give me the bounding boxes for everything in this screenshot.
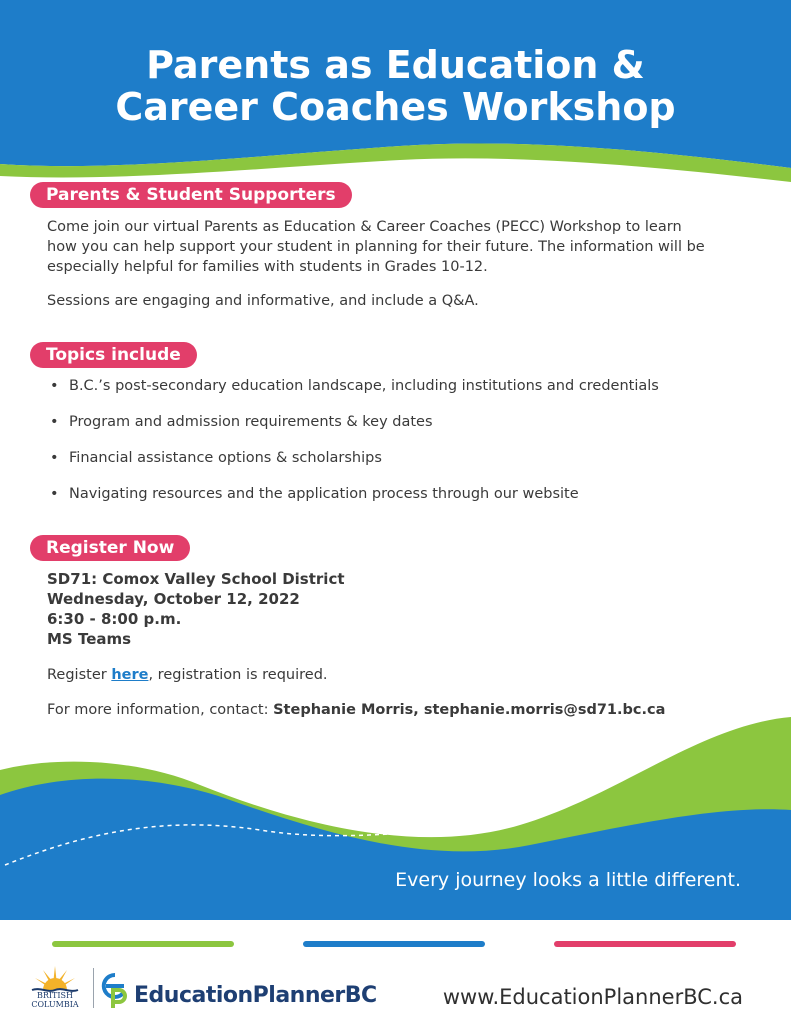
event-date: Wednesday, October 12, 2022 bbox=[47, 590, 300, 608]
list-item bbox=[47, 484, 747, 520]
sessions-paragraph: Sessions are engaging and informative, and include a Q&A. bbox=[47, 293, 479, 309]
register-heading: Register Now bbox=[30, 535, 190, 561]
bullet-icon: • bbox=[50, 450, 59, 466]
education-planner-logo-icon bbox=[99, 972, 131, 1010]
event-district: SD71: Comox Valley School District bbox=[47, 570, 345, 588]
intro-line-2: how you can help support your student in planning for their future. The information will be bbox=[47, 239, 705, 255]
list-item bbox=[47, 376, 747, 412]
register-suffix: , registration is required. bbox=[148, 667, 328, 683]
title-line-2: Career Coaches Workshop bbox=[115, 85, 676, 129]
contact-prefix: For more information, contact: bbox=[47, 702, 274, 718]
topic-text: Financial assistance options & scholarships bbox=[69, 450, 382, 466]
topics-heading: Topics include bbox=[30, 342, 197, 368]
bc-logo-line-1: BRITISH bbox=[36, 991, 73, 1000]
tagline: Every journey looks a little different. bbox=[395, 869, 741, 891]
website-url[interactable]: www.EducationPlannerBC.ca bbox=[442, 985, 743, 1009]
register-line bbox=[47, 665, 328, 685]
event-details bbox=[47, 569, 345, 649]
pink-divider-bar bbox=[554, 941, 736, 947]
bullet-icon: • bbox=[50, 378, 59, 394]
list-item bbox=[47, 412, 747, 448]
topic-text: Program and admission requirements & key dates bbox=[69, 414, 433, 430]
bullet-icon: • bbox=[50, 486, 59, 502]
intro-line-1: Come join our virtual Parents as Education & Career Coaches (PECC) Workshop to learn bbox=[47, 219, 682, 235]
bc-logo-line-2: COLUMBIA bbox=[31, 1000, 79, 1009]
event-platform: MS Teams bbox=[47, 630, 132, 648]
header-banner bbox=[0, 0, 791, 200]
logo-divider bbox=[93, 968, 94, 1008]
intro-line-3: especially helpful for families with students in Grades 10-12. bbox=[47, 259, 488, 275]
blue-divider-bar bbox=[303, 941, 485, 947]
list-item bbox=[47, 448, 747, 484]
register-prefix: Register bbox=[47, 667, 112, 683]
title-line-1: Parents as Education & bbox=[146, 43, 645, 87]
intro-paragraph bbox=[47, 217, 747, 277]
bc-logo-text bbox=[27, 991, 83, 1009]
topic-text: Navigating resources and the application process through our website bbox=[69, 486, 579, 502]
bullet-icon: • bbox=[50, 414, 59, 430]
page-title bbox=[0, 44, 791, 128]
green-divider-bar bbox=[52, 941, 234, 947]
topics-list bbox=[47, 376, 747, 520]
register-here-link[interactable]: here bbox=[111, 667, 149, 683]
contact-name: Stephanie Morris, stephanie.morris@sd71.bc.ca bbox=[273, 702, 666, 718]
brand-name: EducationPlannerBC bbox=[134, 983, 377, 1008]
event-time: 6:30 - 8:00 p.m. bbox=[47, 610, 182, 628]
topic-text: B.C.’s post-secondary education landscape, including institutions and credentials bbox=[69, 378, 659, 394]
supporters-heading: Parents & Student Supporters bbox=[30, 182, 352, 208]
